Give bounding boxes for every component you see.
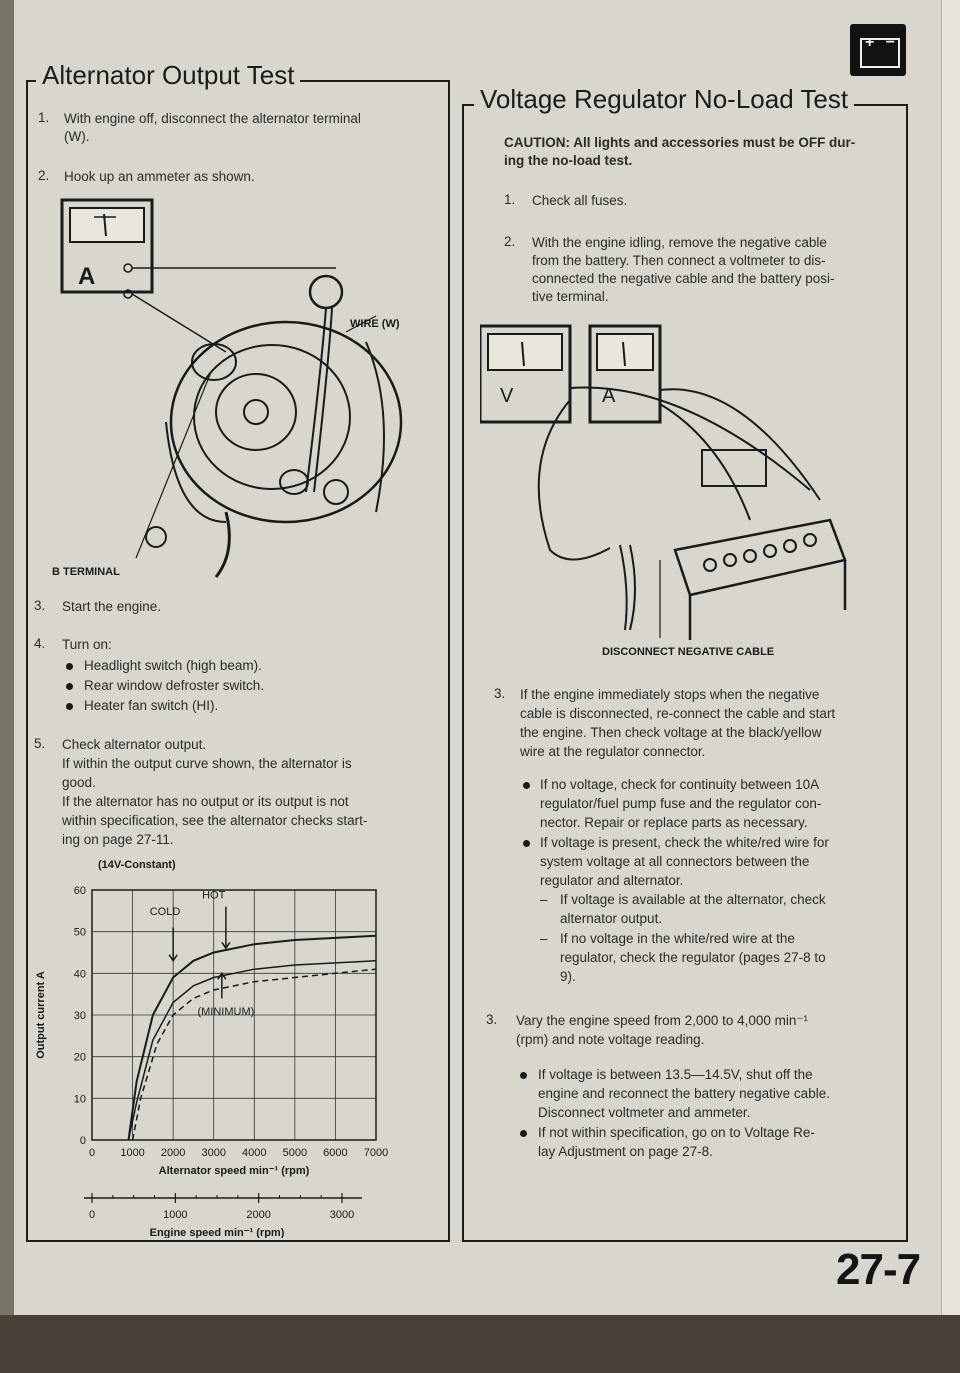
- alternator-ammeter-figure: [36, 192, 436, 582]
- bullet: [523, 782, 530, 789]
- y-tick-label: 10: [73, 1093, 86, 1106]
- step-5-line: ing on page 27-11.: [62, 832, 174, 847]
- battery-icon: [850, 24, 906, 76]
- bullet-line: regulator/fuel pump fuse and the regulator con-: [540, 796, 822, 811]
- disconnect-caption: DISCONNECT NEGATIVE CABLE: [602, 646, 775, 658]
- y-tick-label: 30: [73, 1010, 86, 1022]
- ammeter-letter: A: [602, 385, 616, 407]
- voltmeter-letter: V: [500, 385, 514, 407]
- right-step-3b-line: Vary the engine speed from 2,000 to 4,000 min⁻¹: [516, 1013, 809, 1028]
- bullet-line: engine and reconnect the battery negative cable.: [538, 1086, 830, 1101]
- bullet-line: If voltage is present, check the white/red wire for: [540, 835, 829, 850]
- step-number: 1.: [504, 192, 516, 207]
- dash-line: 9).: [560, 969, 576, 984]
- step-number: 3.: [494, 686, 506, 701]
- page-number: 27-7: [836, 1245, 921, 1294]
- right-step-3-line: If the engine immediately stops when the negative: [520, 687, 820, 702]
- dash-line: alternator output.: [560, 911, 663, 926]
- step-1-line-1: With engine off, disconnect the alternator terminal: [64, 111, 361, 126]
- y-tick-label: 60: [73, 885, 86, 897]
- dash-line: If no voltage in the white/red wire at the: [560, 931, 795, 946]
- bullet-line: If not within specification, go on to Voltage Re-: [538, 1125, 815, 1140]
- y-tick-label: 20: [73, 1051, 86, 1064]
- right-step-1-text: Check all fuses.: [532, 193, 628, 208]
- series-label: COLD: [149, 906, 181, 918]
- caution-line: ing the no-load test.: [504, 153, 633, 168]
- x-axis-label: Alternator speed min⁻¹ (rpm): [158, 1165, 310, 1177]
- y-tick-label: 50: [73, 926, 86, 939]
- x-tick-label: 5000: [282, 1147, 308, 1159]
- y-tick-label: 0: [79, 1135, 86, 1147]
- x-tick-label: 6000: [323, 1147, 348, 1159]
- caution-line: CAUTION: All lights and accessories must be OFF dur-: [504, 135, 856, 150]
- right-step-3-line: the engine. Then check voltage at the black/yellow: [520, 725, 822, 740]
- step-number: 4.: [34, 636, 46, 651]
- step-5-line: good.: [62, 775, 96, 790]
- x-tick-label: 4000: [242, 1147, 267, 1159]
- right-step-2-line: from the battery. Then connect a voltmeter to dis-: [532, 253, 826, 268]
- bullet-line: If no voltage, check for continuity between 10A: [540, 777, 820, 792]
- left-section-title: Alternator Output Test: [36, 60, 300, 91]
- x-tick-label: 3000: [201, 1147, 226, 1159]
- right-step-2-line: tive terminal.: [532, 289, 609, 304]
- step-3-text: Start the engine.: [62, 599, 162, 614]
- step-4-text: Turn on:: [62, 637, 112, 652]
- right-step-2-line: With the engine idling, remove the negative cable: [532, 235, 827, 250]
- engine-speed-tick-label: 2000: [246, 1209, 271, 1221]
- y-tick-label: 40: [73, 968, 86, 981]
- x-tick-label: 2000: [160, 1147, 186, 1159]
- bullet: [66, 683, 73, 690]
- step-1-line-2: (W).: [64, 129, 90, 144]
- step-number: 2.: [504, 234, 516, 249]
- output-curve-chart: [30, 848, 440, 1238]
- binding-edge: [0, 0, 14, 1320]
- engine-speed-tick-label: 1000: [163, 1209, 188, 1221]
- bullet-line: If voltage is between 13.5—14.5V, shut off the: [538, 1067, 813, 1082]
- battery-drawing: [675, 520, 845, 640]
- series-label: (MINIMUM): [197, 1006, 255, 1018]
- x-tick-label: 1000: [120, 1147, 145, 1159]
- chart-title: (14V-Constant): [98, 859, 176, 871]
- step-number: 1.: [38, 110, 50, 125]
- step-2-text: Hook up an ammeter as shown.: [64, 169, 255, 184]
- step-number: 2.: [38, 168, 50, 183]
- bullet-line: Disconnect voltmeter and ammeter.: [538, 1105, 751, 1120]
- x-tick-label: 0: [88, 1147, 96, 1159]
- dash-line: If voltage is available at the alternator, check: [560, 892, 826, 907]
- b-terminal-label: B TERMINAL: [52, 566, 120, 578]
- right-step-3-line: cable is disconnected, re-connect the cable and start: [520, 706, 836, 721]
- step-4-bullet: Heater fan switch (HI).: [84, 698, 219, 713]
- plus-sign: +: [865, 34, 875, 51]
- bullet: [66, 703, 73, 710]
- right-step-2-line: connected the negative cable and the battery posi-: [532, 271, 835, 286]
- bullet: [520, 1130, 527, 1137]
- dash: –: [540, 892, 548, 907]
- dash: –: [540, 931, 548, 946]
- series-line-1: [129, 961, 377, 1140]
- x-tick-label: 7000: [363, 1147, 389, 1159]
- right-step-3b-line: (rpm) and note voltage reading.: [516, 1032, 705, 1047]
- bullet: [66, 663, 73, 670]
- step-5-line: If the alternator has no output or its output is not: [62, 794, 349, 809]
- engine-speed-tick-label: 3000: [329, 1209, 355, 1221]
- series-label: HOT: [202, 889, 226, 902]
- bullet-line: nector. Repair or replace parts as necessary.: [540, 815, 808, 830]
- voltmeter-battery-figure: [480, 320, 900, 660]
- step-4-bullet: Rear window defroster switch.: [84, 678, 265, 693]
- page-edge: [941, 0, 960, 1340]
- bullet: [523, 840, 530, 847]
- ammeter-letter: A: [78, 263, 96, 290]
- bullet-line: regulator and alternator.: [540, 873, 684, 888]
- step-number: 3.: [486, 1012, 498, 1027]
- engine-speed-axis-label: Engine speed min⁻¹ (rpm): [149, 1227, 285, 1238]
- bullet: [520, 1072, 527, 1079]
- fuse-block: [702, 450, 766, 486]
- right-step-3-line: wire at the regulator connector.: [520, 744, 706, 759]
- bullet-line: lay Adjustment on page 27-8.: [538, 1144, 713, 1159]
- bullet-line: system voltage at all connectors between the: [540, 854, 810, 869]
- step-5-line: within specification, see the alternator checks start-: [62, 813, 368, 828]
- step-number: 5.: [34, 736, 46, 751]
- step-4-bullet: Headlight switch (high beam).: [84, 658, 262, 673]
- step-number: 3.: [34, 598, 46, 613]
- wire-w-label: WIRE (W): [350, 318, 400, 330]
- ammeter-dial: [70, 208, 144, 242]
- dash-line: regulator, check the regulator (pages 27-8 to: [560, 950, 826, 965]
- step-5-line: If within the output curve shown, the alternator is: [62, 756, 352, 771]
- y-axis-label: Output current A: [35, 971, 47, 1059]
- series-line-0: [129, 936, 377, 1140]
- right-section-title: Voltage Regulator No-Load Test: [474, 84, 854, 115]
- minus-sign: −: [885, 34, 895, 51]
- step-5-line: Check alternator output.: [62, 737, 207, 752]
- engine-speed-tick-label: 0: [88, 1209, 96, 1221]
- table-surface: [0, 1315, 960, 1373]
